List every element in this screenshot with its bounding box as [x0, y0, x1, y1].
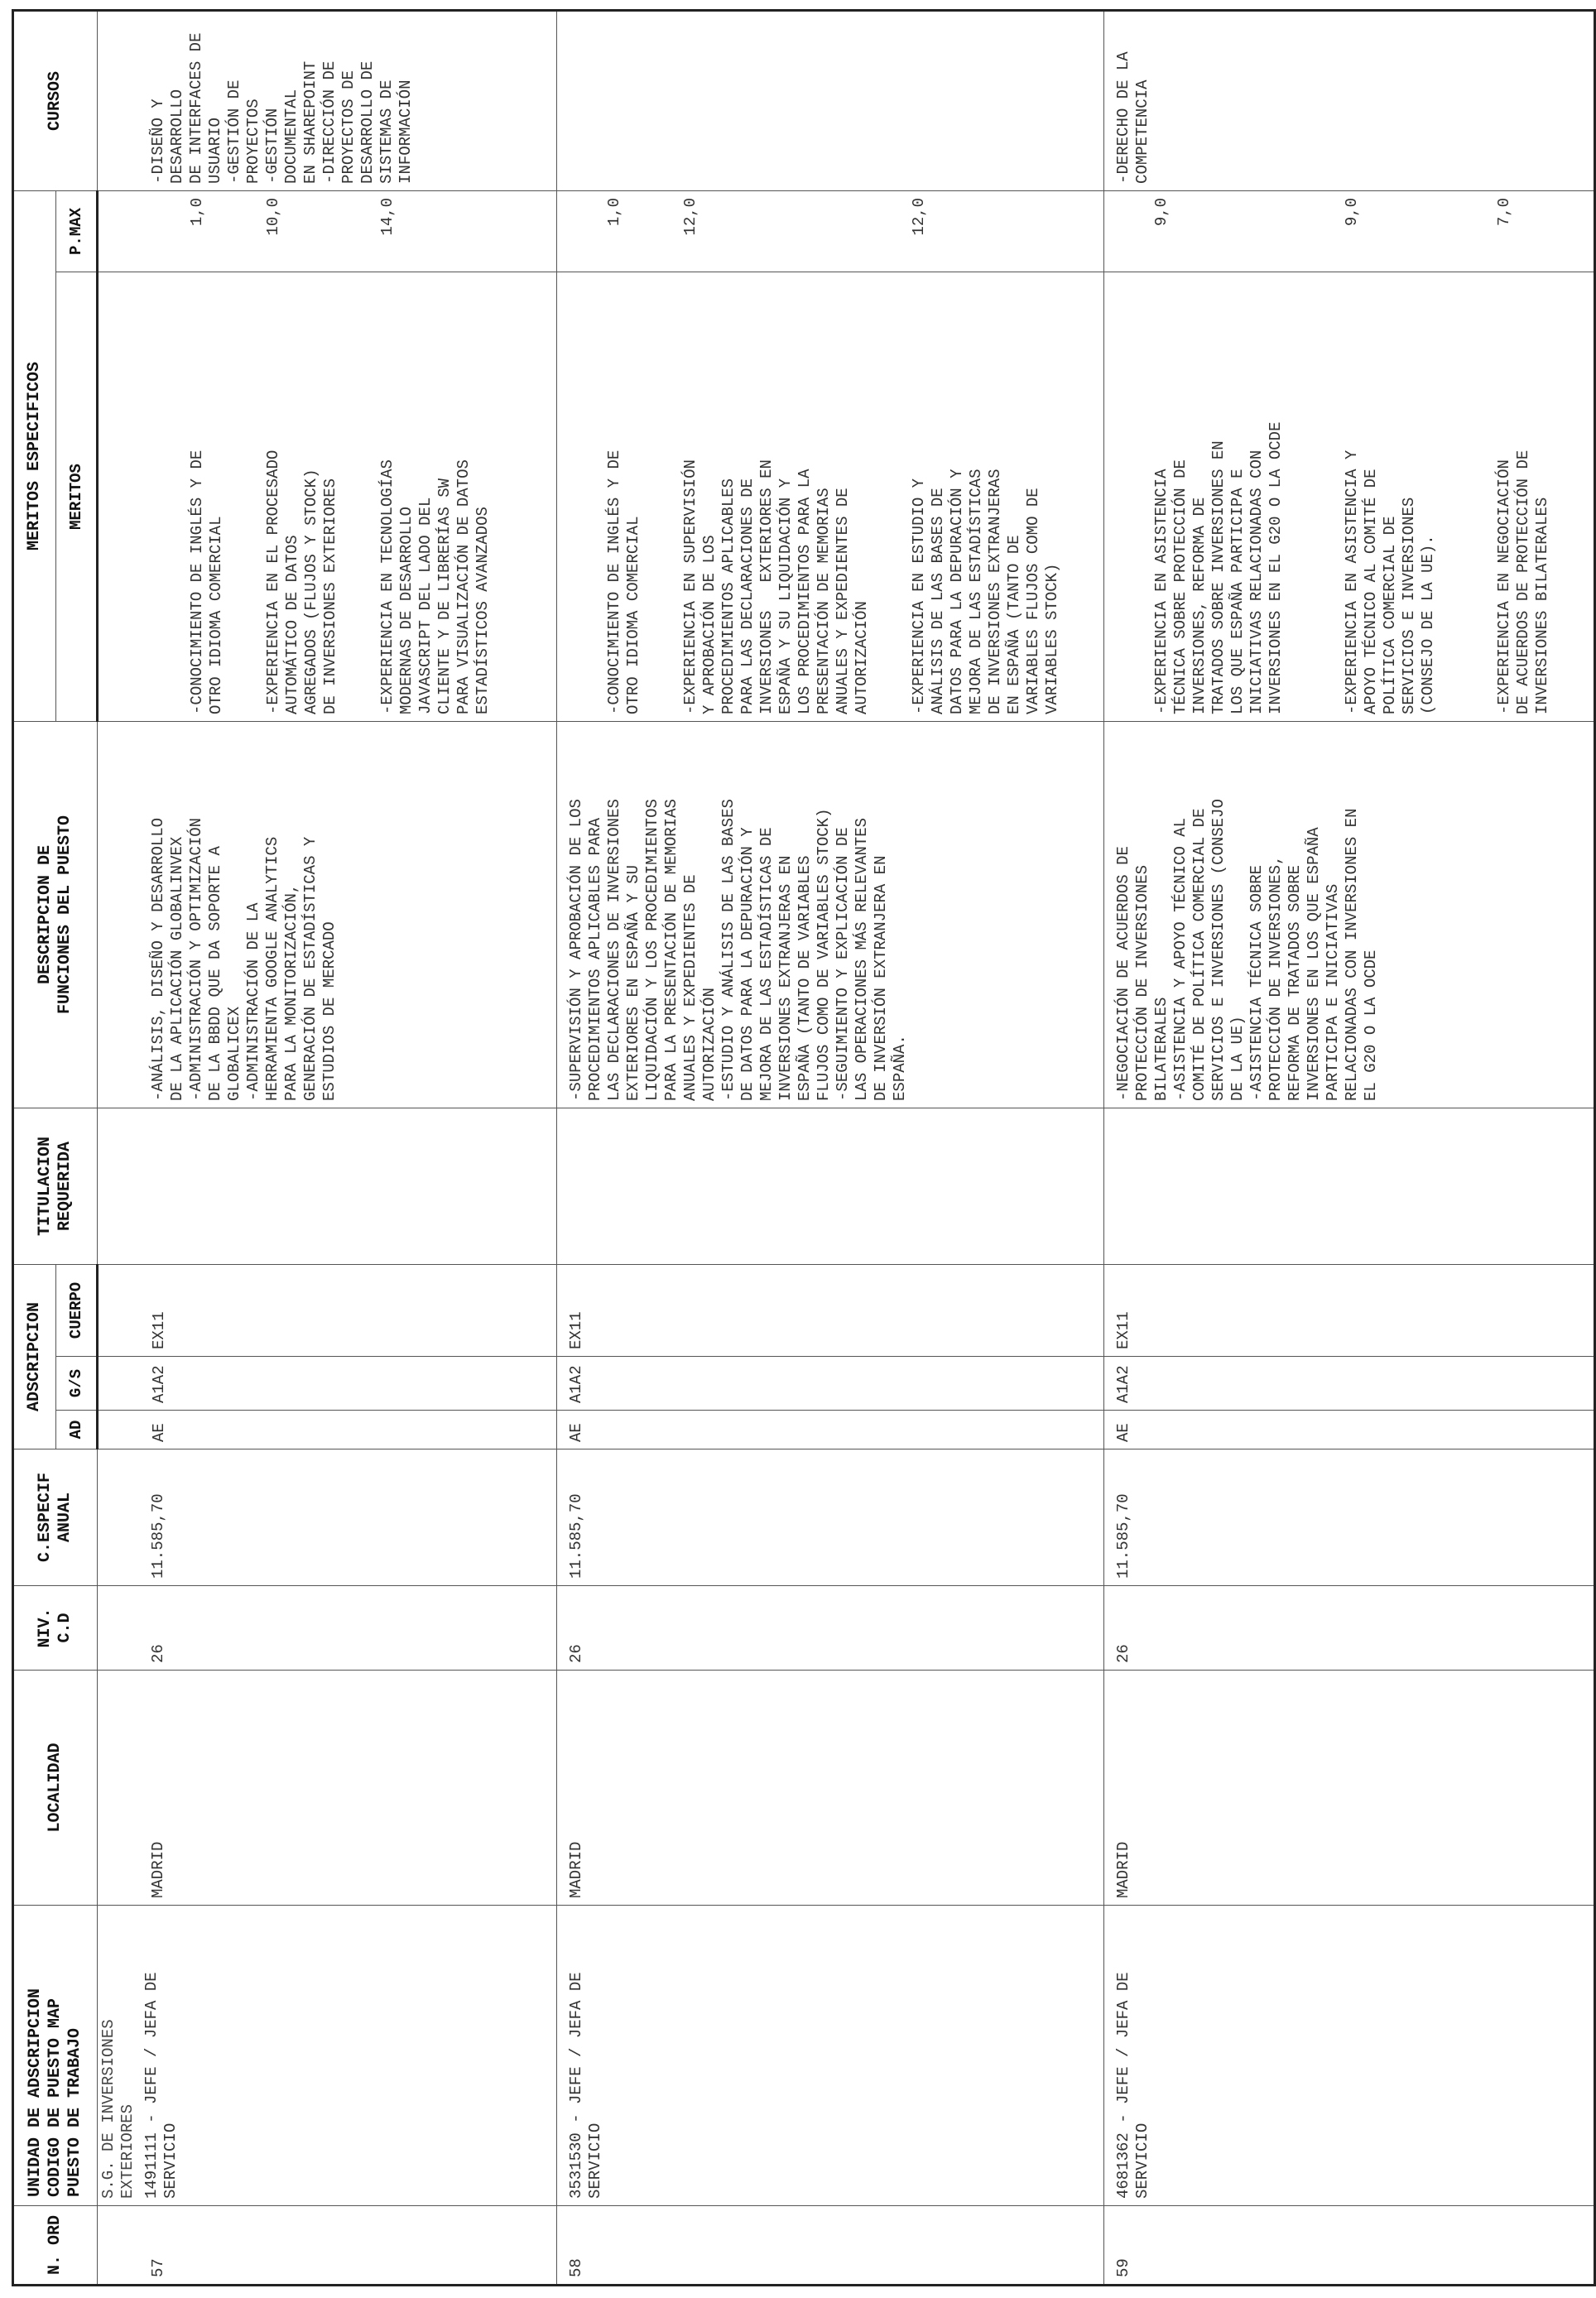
cell-pmax	[557, 190, 1104, 272]
pmax-value: 12,0	[910, 197, 928, 236]
cell-localidad: MADRID	[557, 1671, 1104, 1906]
header-pmax: P.MAX	[56, 190, 98, 272]
header-ad: AD	[56, 1411, 98, 1449]
merito-item: -EXPERIENCIA EN ESTUDIO Y ANÁLISIS DE LAS BASES DE DATOS PARA LA DEPURACIÓN Y MEJORA DE LAS ESTADÍSTICAS DE INVERSIONES EXTRANJERAS EN ESPAÑA (TANTO DE VARIABLES FLUJOS COMO DE VARIABLES STOCK)	[910, 469, 1061, 714]
merito-item: -EXPERIENCIA EN TECNOLOGÍAS MODERNAS DE DESARROLLO JAVASCRIPT DEL LADO DEL CLIENTE Y DE LIBRERÍAS SW PARA VISUALIZACIÓN DE DATOS ESTADÍSTICOS AVANZADOS	[378, 459, 492, 714]
cell-puesto: 3531530 - JEFE / JEFA DE SERVICIO	[557, 1906, 1104, 2206]
header-gs: G/S	[56, 1357, 98, 1411]
cell-gs: A1A2	[1104, 1357, 1595, 1411]
header-unidad: UNIDAD DE ADSCRIPCION CODIGO DE PUESTO MAP PUESTO DE TRABAJO	[13, 1906, 98, 2206]
cell-cursos: -DISEÑO Y DESARROLLO DE INTERFACES DE USUARIO -GESTIÓN DE PROYECTOS -GESTIÓN DOCUMENTAL EN SHAREPOINT -DIRECCIÓN DE PROYECTOS DE DESARROLLO DE SISTEMAS DE INFORMACIÓN	[98, 10, 557, 190]
cell-nivel: 26	[1104, 1586, 1595, 1671]
cell-cuerpo: EX11	[557, 1264, 1104, 1356]
cell-pmax	[98, 190, 557, 272]
cell-pmax	[1104, 190, 1595, 272]
cell-titulacion	[98, 1108, 557, 1264]
cell-localidad: MADRID	[1104, 1671, 1595, 1906]
table-row	[98, 10, 557, 2285]
cell-gs: A1A2	[98, 1357, 557, 1411]
cell-gs: A1A2	[557, 1357, 1104, 1411]
header-titulacion: TITULACION REQUERIDA	[13, 1108, 98, 1264]
header-descripcion: DESCRIPCION DE FUNCIONES DEL PUESTO	[13, 721, 98, 1108]
header-adscripcion: ADSCRIPCION	[13, 1264, 56, 1449]
cell-cursos	[557, 10, 1104, 190]
job-positions-table	[12, 9, 1596, 2286]
cell-puesto: 4681362 - JEFE / JEFA DE SERVICIO	[1104, 1906, 1595, 2206]
header-n-ord: N. ORD	[13, 2206, 98, 2286]
cell-cuerpo: EX11	[98, 1264, 557, 1356]
cell-ad: AE	[1104, 1411, 1595, 1449]
cell-c-especif: 11.585,70	[1104, 1449, 1595, 1586]
pmax-value: 9,0	[1152, 197, 1171, 227]
merito-item: -EXPERIENCIA EN EL PROCESADO AUTOMÁTICO DE DATOS AGREGADOS (FLUJOS Y STOCK) DE INVERSIONES EXTERIORES	[264, 450, 339, 714]
cell-descripcion: -SUPERVISIÓN Y APROBACIÓN DE LOS PROCEDIMIENTOS APLICABLES PARA LAS DECLARACIONES DE INVERSIONES EXTERIORES EN ESPAÑA Y SU LIQUIDACIÓN Y LOS PROCEDIMIENTOS PARA LA PRESENTACIÓN DE MEMORIAS ANUALES Y EXPEDIENTES DE AUTORIZACIÓN -ESTUDIO Y ANÁLISIS DE LAS BASES DE DATOS PARA LA DEPURACIÓN Y MEJORA DE LAS ESTADÍSTICAS DE INVERSIONES EXTRANJERAS EN ESPAÑA (TANTO DE VARIABLES FLUJOS COMO DE VARIABLES STOCK) -SEGUIMIENTO Y EXPLICACIÓN DE LAS OPERACIONES MÁS RELEVANTES DE INVERSIÓN EXTRANJERA EN ESPAÑA.	[557, 721, 1104, 1108]
cell-descripcion: -NEGOCIACIÓN DE ACUERDOS DE PROTECCIÓN DE INVERSIONES BILATERALES -ASISTENCIA Y APOYO TÉCNICO AL COMITÉ DE POLÍTICA COMERCIAL DE SERVICIOS E INVERSIONES (CONSEJO DE LA UE) -ASISTENCIA TÉCNICA SOBRE PROTECCIÓN DE INVERSIONES, REFORMA DE TRATADOS SOBRE INVERSIONES EN LOS QUE ESPAÑA PARTICIPA E INICIATIVAS RELACIONADAS CON INVERSIONES EN EL G20 O LA OCDE	[1104, 721, 1595, 1108]
cell-nivel: 26	[98, 1586, 557, 1671]
unit-name: S.G. DE INVERSIONES EXTERIORES	[99, 2019, 137, 2199]
merito-item: -EXPERIENCIA EN ASISTENCIA Y APOYO TÉCNICO AL COMITÉ DE POLÍTICA COMERCIAL DE SERVICIOS E INVERSIONES (CONSEJO DE LA UE).	[1343, 450, 1437, 714]
cell-descripcion: -ANÁLISIS, DISEÑO Y DESARROLLO DE LA APLICACIÓN GLOBALINVEX -ADMINISTRACIÓN Y OPTIMIZACIÓN DE LA BBDD QUE DA SOPORTE A GLOBALICEX -ADMINISTRACIÓN DE LA HERRAMIENTA GOOGLE ANALYTICS PARA LA MONITORIZACIÓN, GENERACIÓN DE ESTADÍSTICAS Y ESTUDIOS DE MERCADO	[98, 721, 557, 1108]
pmax-value: 10,0	[264, 197, 282, 236]
cell-ord: 58	[557, 2206, 1104, 2286]
header-c-especif: C.ESPECIF ANUAL	[13, 1449, 98, 1586]
cell-meritos	[557, 272, 1104, 721]
header-nivel: NIV. C.D	[13, 1586, 98, 1671]
pmax-value: 12,0	[681, 197, 699, 236]
pmax-value: 7,0	[1495, 197, 1513, 227]
merito-item: -EXPERIENCIA EN NEGOCIACIÓN DE ACUERDOS DE PROTECCIÓN DE INVERSIONES BILATERALES	[1495, 450, 1551, 714]
cell-ord: 57	[98, 2206, 557, 2286]
cell-titulacion	[1104, 1108, 1595, 1264]
cell-ord: 59	[1104, 2206, 1595, 2286]
cell-cursos: -DERECHO DE LA COMPETENCIA	[1104, 10, 1595, 190]
header-cursos: CURSOS	[13, 10, 98, 190]
merito-item: -CONOCIMIENTO DE INGLÉS Y DE OTRO IDIOMA COMERCIAL	[605, 450, 642, 714]
merito-item: -EXPERIENCIA EN ASISTENCIA TÉCNICA SOBRE PROTECCIÓN DE INVERSIONES, REFORMA DE TRATADOS SOBRE INVERSIONES EN LOS QUE ESPAÑA PARTICIPA E INICIATIVAS RELACIONADAS CON INVERSIONES EN EL G20 O LA OCDE	[1152, 421, 1285, 714]
table-row	[1104, 10, 1595, 2285]
merito-item: -CONOCIMIENTO DE INGLÉS Y DE OTRO IDIOMA COMERCIAL	[188, 450, 225, 714]
cell-puesto: S.G. DE INVERSIONES EXTERIORES 1491111 - JEFE / JEFA DE SERVICIO	[98, 1906, 557, 2206]
cell-meritos	[1104, 272, 1595, 721]
cell-meritos	[98, 272, 557, 721]
header-meritos: MERITOS	[56, 272, 98, 721]
pmax-value: 1,0	[605, 197, 623, 227]
header-meritos-especificos: MERITOS ESPECIFICOS	[13, 190, 56, 721]
header-row-1	[13, 10, 56, 2285]
cell-ad: AE	[557, 1411, 1104, 1449]
pmax-value: 9,0	[1343, 197, 1361, 227]
cell-cuerpo: EX11	[1104, 1264, 1595, 1356]
cell-nivel: 26	[557, 1586, 1104, 1671]
table-row	[557, 10, 1104, 2285]
merito-item: -EXPERIENCIA EN SUPERVISIÓN Y APROBACIÓN DE LOS PROCEDIMIENTOS APLICABLES PARA LAS DECLARACIONES DE INVERSIONES EXTERIORES EN ESPAÑA Y SU LIQUIDACIÓN Y LOS PROCEDIMIENTOS PARA LA PRESENTACIÓN DE MEMORIAS ANUALES Y EXPEDIENTES DE AUTORIZACIÓN	[681, 459, 871, 714]
cell-localidad: MADRID	[98, 1671, 557, 1906]
cell-c-especif: 11.585,70	[557, 1449, 1104, 1586]
cell-titulacion	[557, 1108, 1104, 1264]
cell-ad: AE	[98, 1411, 557, 1449]
header-cuerpo: CUERPO	[56, 1264, 98, 1356]
pmax-value: 1,0	[188, 197, 206, 227]
pmax-value: 14,0	[378, 197, 397, 236]
cell-c-especif: 11.585,70	[98, 1449, 557, 1586]
header-localidad: LOCALIDAD	[13, 1671, 98, 1906]
